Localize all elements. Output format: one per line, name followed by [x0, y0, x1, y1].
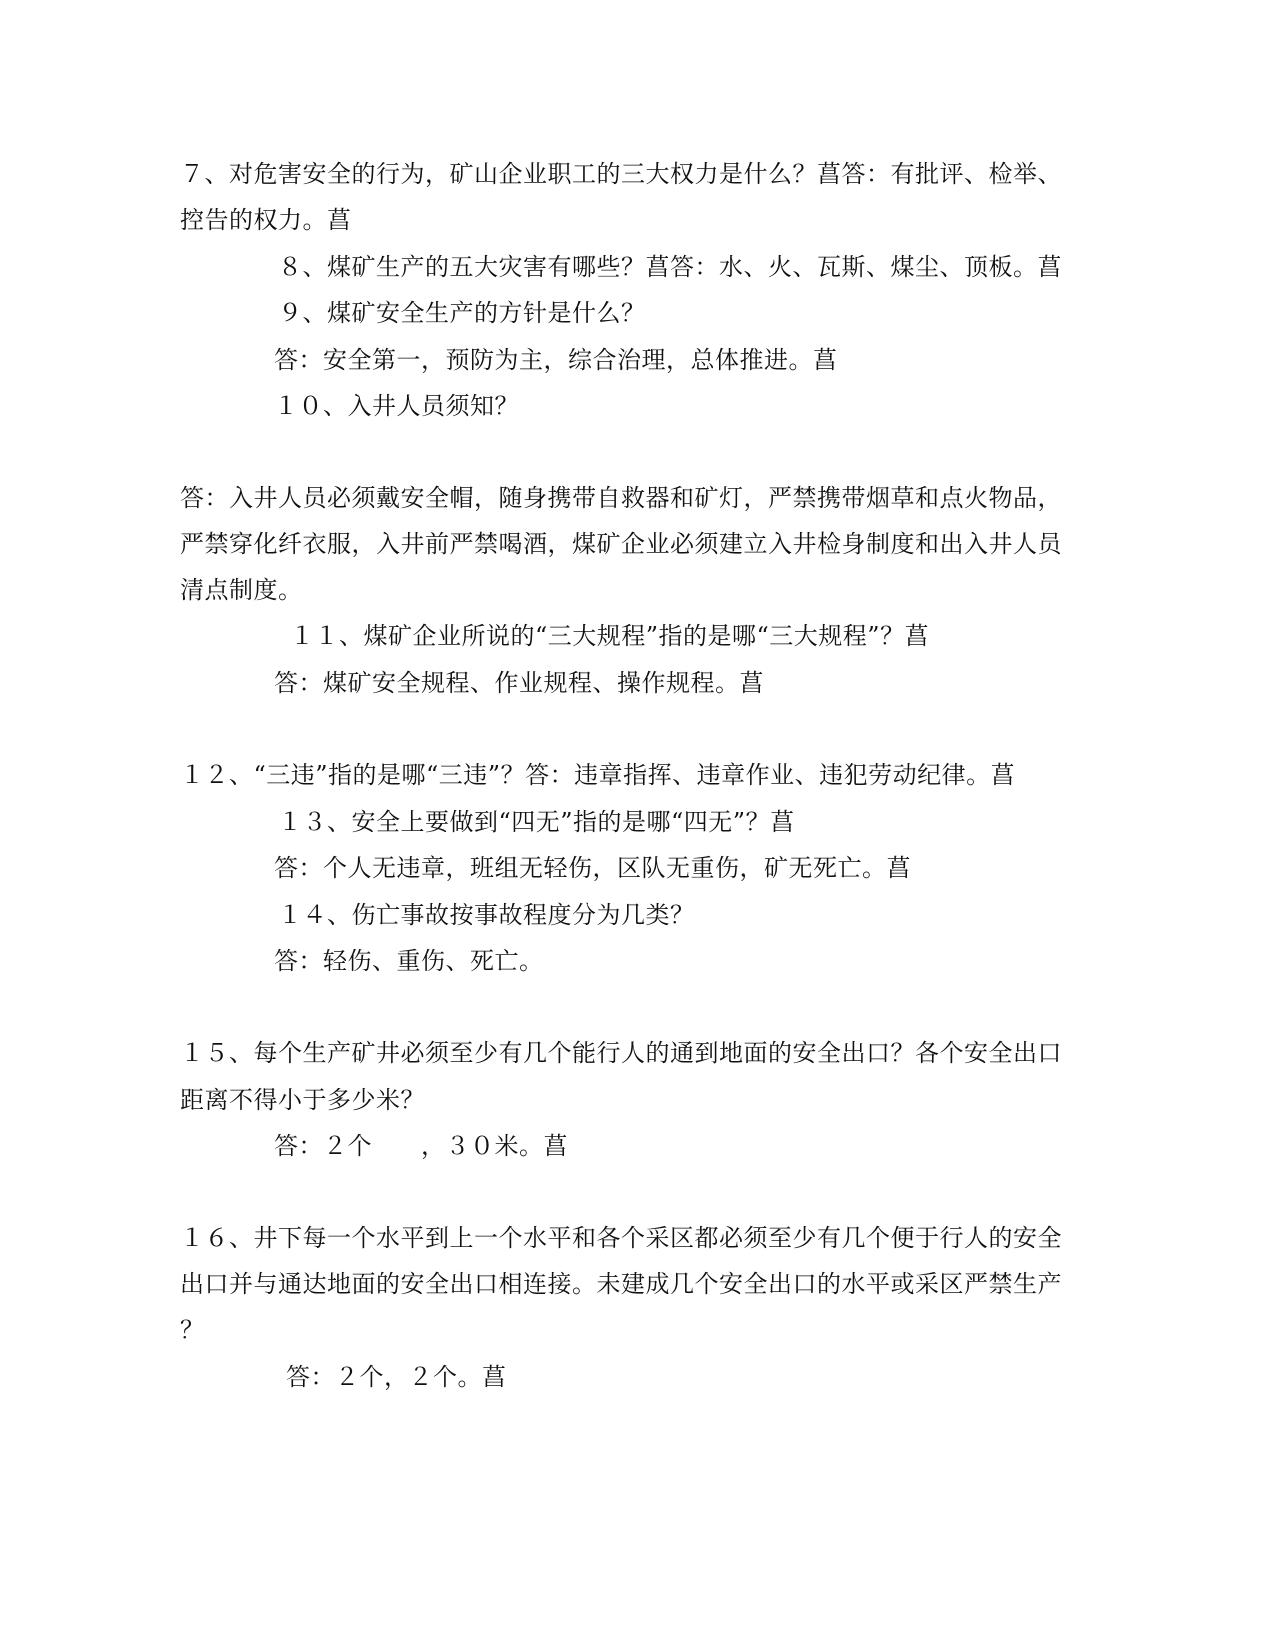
question-15-line-2: 距离不得小于多少米？: [180, 1086, 425, 1114]
answer-11: 答：煤矿安全规程、作业规程、操作规程。菖: [274, 669, 764, 697]
question-16-line-2: 出口并与通达地面的安全出口相连接。未建成几个安全出口的水平或采区严禁生产: [180, 1270, 1062, 1298]
question-12: １２、“三违”指的是哪“三违”？答：违章指挥、违章作业、违犯劳动纪律。菖: [180, 761, 1016, 789]
answer-10-line-1: 答：入井人员必须戴安全帽，随身携带自救器和矿灯，严禁携带烟草和点火物品，: [180, 484, 1062, 512]
question-10: １０、入井人员须知？: [274, 392, 519, 420]
question-16-line-3: ？: [180, 1316, 205, 1344]
question-13: １３、安全上要做到“四无”指的是哪“四无”？菖: [278, 808, 795, 836]
question-15-line-1: １５、每个生产矿井必须至少有几个能行人的通到地面的安全出口？各个安全出口: [180, 1039, 1062, 1067]
answer-16: 答：２个，２个。菖: [286, 1363, 507, 1391]
question-16-line-1: １６、井下每一个水平到上一个水平和各个采区都必须至少有几个便于行人的安全: [180, 1224, 1062, 1252]
question-7-line-2: 控告的权力。菖: [180, 206, 352, 234]
answer-15: 答：２个 ，３０米。菖: [274, 1132, 568, 1160]
answer-9: 答：安全第一，预防为主，综合治理，总体推进。菖: [274, 346, 838, 374]
question-8: ８、煤矿生产的五大灾害有哪些？菖答：水、火、瓦斯、煤尘、顶板。菖: [278, 253, 1062, 281]
answer-13: 答：个人无违章，班组无轻伤，区队无重伤，矿无死亡。菖: [274, 854, 911, 882]
question-11: １１、煤矿企业所说的“三大规程”指的是哪“三大规程”？菖: [290, 622, 930, 650]
question-14: １４、伤亡事故按事故程度分为几类？: [278, 901, 695, 929]
answer-14: 答：轻伤、重伤、死亡。: [274, 947, 544, 975]
question-7-line-1: ７、对危害安全的行为，矿山企业职工的三大权力是什么？菖答：有批评、检举、: [180, 160, 1062, 188]
question-9: ９、煤矿安全生产的方针是什么？: [278, 299, 646, 327]
answer-10-line-2: 严禁穿化纤衣服，入井前严禁喝酒，煤矿企业必须建立入井检身制度和出入井人员: [180, 530, 1062, 558]
answer-10-line-3: 清点制度。: [180, 576, 303, 604]
